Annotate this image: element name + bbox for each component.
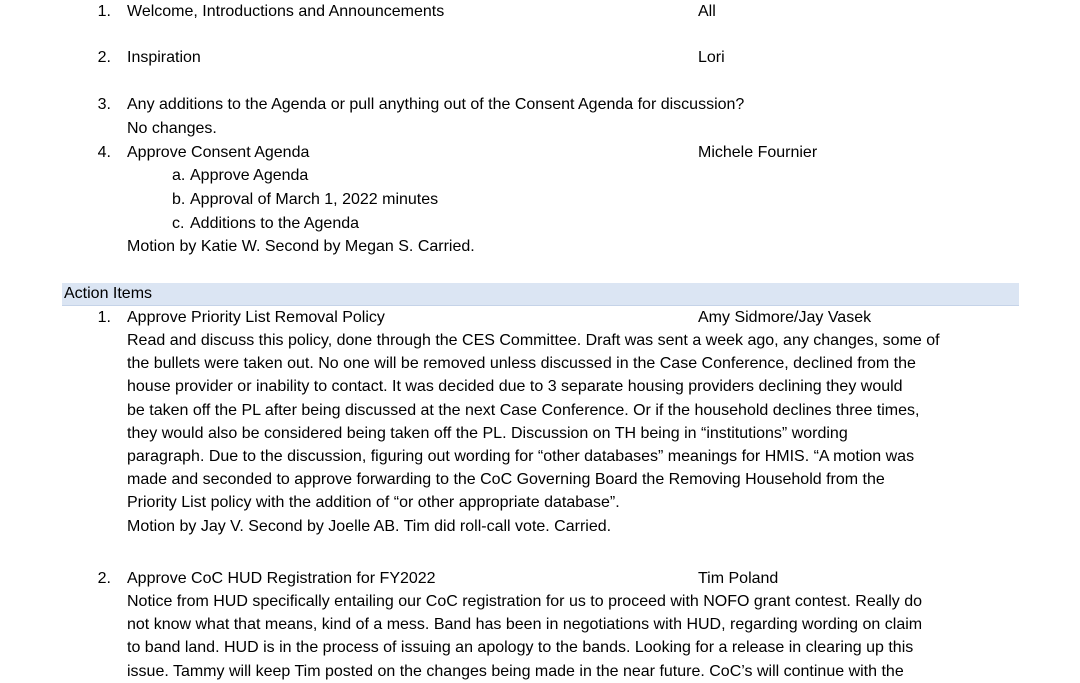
body-line: Read and discuss this policy, done through the CES Committee. Draft was sent a week ago, any changes, some of — [127, 332, 940, 349]
action-item-title: Approve Priority List Removal Policy — [127, 309, 385, 326]
agenda-item-number: 4. — [97, 144, 111, 161]
section-title: Action Items — [64, 285, 153, 302]
action-item-body — [127, 329, 1020, 538]
sub-item-text: Approve Agenda — [190, 167, 309, 184]
body-line: paragraph. Due to the discussion, figuring out wording for “other databases” meanings for HMIS. “A motion was — [127, 447, 915, 465]
sub-item-letter: c. — [172, 215, 185, 232]
action-item-presenter: Amy Sidmore/Jay Vasek — [698, 309, 872, 326]
agenda-item-title: Welcome, Introductions and Announcements — [127, 3, 445, 20]
sub-item-letter: a. — [172, 167, 186, 184]
motion-text: Motion by Jay V. Second by Joelle AB. Tim did roll-call vote. Carried. — [127, 517, 612, 535]
body-line: house provider or inability to contact. It was decided due to 3 separate housing providers declining they would — [127, 378, 903, 396]
body-line: Priority List policy with the addition of “or other appropriate database”. — [127, 494, 620, 512]
body-line: made and seconded to approve forwarding to the CoC Governing Board the Removing Household from the — [127, 471, 885, 489]
body-line: the bullets were taken out. No one will be removed unless discussed in the Case Conference, declined from the — [127, 355, 916, 373]
agenda-item-number: 3. — [97, 96, 111, 113]
action-item-number: 2. — [97, 570, 111, 587]
body-line: to band land. HUD is in the process of issuing an apology to the bands. Looking for a release in clearing up this — [127, 639, 914, 657]
section-header-bar — [62, 283, 1019, 306]
agenda-item-title: Any additions to the Agenda or pull anything out of the Consent Agenda for discussion? — [127, 96, 745, 113]
sub-item-text: Approval of March 1, 2022 minutes — [190, 191, 439, 208]
motion-text: Motion by Katie W. Second by Megan S. Carried. — [127, 238, 475, 255]
agenda-item-number: 2. — [97, 49, 111, 66]
body-line: be taken off the PL after being discussed at the next Case Conference. Or if the household declines three times, — [127, 401, 920, 419]
body-line: issue. Tammy will keep Tim posted on the changes being made in the near future. CoC’s will continue with the — [127, 662, 904, 680]
agenda-item-presenter: All — [698, 3, 716, 20]
action-item-title: Approve CoC HUD Registration for FY2022 — [127, 570, 436, 587]
body-line: they would also be considered being taken off the PL. Discussion on TH being in “institutions” wording — [127, 424, 848, 442]
body-line: not know what that means, kind of a mess. Band has been in negotiations with HUD, regarding wording on claim — [127, 616, 923, 634]
agenda-item-note: No changes. — [127, 120, 217, 137]
sub-item-letter: b. — [172, 191, 186, 208]
agenda-item-presenter: Lori — [698, 49, 725, 66]
agenda-item-title: Inspiration — [127, 49, 201, 66]
action-item-number: 1. — [97, 309, 111, 326]
action-item-body — [127, 590, 1020, 683]
agenda-item-number: 1. — [97, 3, 111, 20]
body-line: Notice from HUD specifically entailing our CoC registration for us to proceed with NOFO grant contest. Really do — [127, 593, 922, 610]
agenda-item-title: Approve Consent Agenda — [127, 144, 310, 161]
agenda-item-presenter: Michele Fournier — [698, 144, 818, 161]
action-item-presenter: Tim Poland — [698, 570, 779, 587]
sub-item-text: Additions to the Agenda — [190, 215, 360, 232]
